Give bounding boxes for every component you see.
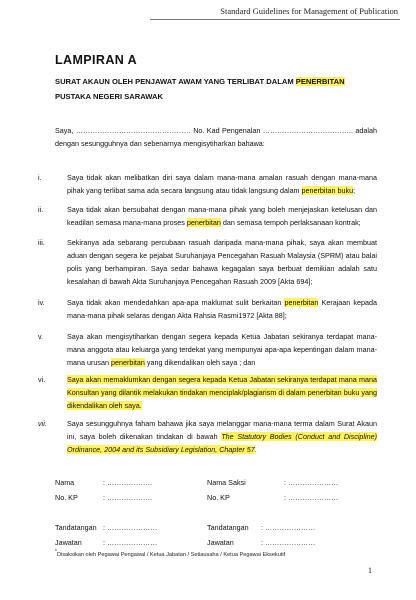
item-text-end: yang dikendalikan oleh saya ; dan bbox=[144, 358, 256, 367]
item-number: iv. bbox=[38, 298, 45, 307]
signature-label: Tandatangan bbox=[55, 523, 97, 532]
item-text-end: ; bbox=[353, 186, 356, 195]
declaration-item bbox=[38, 171, 377, 197]
declaration-item bbox=[38, 373, 377, 412]
declaration-item bbox=[38, 236, 377, 288]
footnote-mark: * bbox=[55, 549, 57, 555]
signature-row bbox=[55, 478, 355, 492]
signature-field[interactable]: : ………………… bbox=[103, 523, 158, 532]
item-highlight: Saya akan memaklumkan dengan segera kepada Ketua Jabatan sekiranya terdapat mana mana Konsultan yang dilantik melakukan tindakan menciplak/plagiarism di dalam penerbitan buku yang dikendalikan oleh saya. bbox=[67, 375, 377, 410]
position-field[interactable]: : ………………… bbox=[103, 538, 158, 547]
item-text bbox=[67, 373, 377, 412]
declaration-item bbox=[38, 296, 377, 322]
name-label: Nama bbox=[55, 478, 75, 487]
subtitle-highlight: PENERBITAN bbox=[295, 77, 345, 86]
item-highlight: penerbitan bbox=[186, 218, 221, 227]
declaration-item bbox=[38, 417, 377, 456]
item-text-part: Saya akan mengisytiharkan dengan segera kepada Ketua Jabatan sekiranya terdapat mana-mana anggota atau keluarga yang terdekat yang mempunyai apa-apa kepentingan dalam mana-mana urusan bbox=[67, 332, 377, 367]
ic-label: No. KP bbox=[55, 493, 78, 502]
item-number: i. bbox=[38, 173, 42, 182]
signature-row bbox=[55, 493, 355, 507]
item-number: vi. bbox=[38, 375, 46, 384]
page-number: 1 bbox=[368, 566, 372, 575]
item-text-part: Saya tidak akan bersubahat dengan mana-mana pihak yang boleh menjejaskan ketelusan dan keadilan semasa mana-mana proses bbox=[67, 205, 377, 227]
witness-position-field[interactable]: : ………………… bbox=[261, 538, 316, 547]
witness-signature-field[interactable]: : ………………… bbox=[261, 523, 316, 532]
item-text bbox=[67, 330, 377, 369]
item-number: vii. bbox=[38, 419, 47, 428]
witness-position-label: Jawatan bbox=[207, 538, 234, 547]
item-highlight: penerbitan bbox=[110, 358, 145, 367]
item-highlight: The Statutory Bodies (Conduct and Discipline) Ordinance, 2004 and its Subsidiary Legislation, Chapter 57 bbox=[67, 432, 377, 454]
item-text bbox=[67, 296, 377, 322]
witness-ic-field[interactable]: : ………………… bbox=[284, 493, 339, 502]
witness-signature-label: Tandatangan bbox=[207, 523, 249, 532]
witness-name-field[interactable]: : ………………… bbox=[284, 478, 339, 487]
signature-row bbox=[55, 523, 355, 537]
running-header: Standard Guidelines for Management of Publication bbox=[220, 6, 398, 16]
footnote-text: Disaksikan oleh Pegawai Pengawal / Ketua Jabatan / Setiausaha / Ketua Pegawai Eksekutif bbox=[56, 551, 286, 558]
header-rule bbox=[150, 19, 400, 20]
item-number: iii. bbox=[38, 238, 45, 247]
item-text: Sekiranya ada sebarang percubaan rasuah daripada mana-mana pihak, saya akan membuat aduan dengan segera ke pejabat Suruhanjaya Pencegahan Rasuah Malaysia (SPRM) atau balai polis yang berhampiran. Saya sedar bahawa kegagalan saya berbuat demikian adalah satu kesalahan di bawah Akta Suruhanjaya Pencegahan Rasuah 2009 [Akta 694]; bbox=[67, 238, 377, 286]
item-text-end: Kerajaan kepada mana-mana pihak selaras dengan Akta Rahsia Rasmi1972 [Akta 88]; bbox=[67, 298, 377, 320]
subtitle-text-end: PUSTAKA NEGERI SARAWAK bbox=[55, 92, 164, 101]
page-title: LAMPIRAN A bbox=[55, 53, 138, 67]
item-text-part: Saya tidak akan mendedahkan apa-apa maklumat sulit berkaitan bbox=[67, 298, 285, 307]
witness-ic-label: No. KP bbox=[207, 493, 230, 502]
item-highlight: penerbitan bbox=[284, 298, 319, 307]
item-text bbox=[67, 417, 377, 456]
item-text bbox=[67, 203, 377, 229]
item-highlight: penerbitan buku bbox=[301, 186, 354, 195]
item-text-part: Saya tidak akan melibatkan diri saya dalam mana-mana amalan rasuah dengan mana-mana pihak yang terlibat sama ada secara langsung atau tidak langsung dalam bbox=[67, 173, 377, 195]
subtitle-text: SURAT AKAUN OLEH PENJAWAT AWAM YANG TERLIBAT DALAM bbox=[55, 77, 296, 86]
declaration-intro: Saya, ………………………………………… No. Kad Pengenalan ……………………………….. adalah dengan sesungguhnya dan sebenarnya mengisytiharkan bahawa: bbox=[55, 126, 377, 148]
item-text-end: . bbox=[254, 445, 257, 454]
item-text-part: Saya sesungguhnya faham bahawa jika saya melanggar mana-mana terma dalam Surat Akaun ini, saya boleh dikenakan tindakan di bawah bbox=[67, 419, 377, 441]
item-number: ii. bbox=[38, 205, 44, 214]
witness-name-label: Nama Saksi bbox=[207, 478, 246, 487]
item-number: v. bbox=[38, 332, 44, 341]
item-text-end: dan semasa tempoh perlaksanaan kontrak; bbox=[220, 218, 361, 227]
ic-field[interactable]: : ………………. bbox=[103, 493, 153, 502]
declaration-item bbox=[38, 203, 377, 229]
document-subtitle bbox=[55, 74, 375, 104]
item-text bbox=[67, 171, 377, 197]
name-field[interactable]: : ………………. bbox=[103, 478, 153, 487]
declaration-item bbox=[38, 330, 377, 369]
footnote bbox=[55, 549, 385, 558]
position-label: Jawatan bbox=[55, 538, 82, 547]
